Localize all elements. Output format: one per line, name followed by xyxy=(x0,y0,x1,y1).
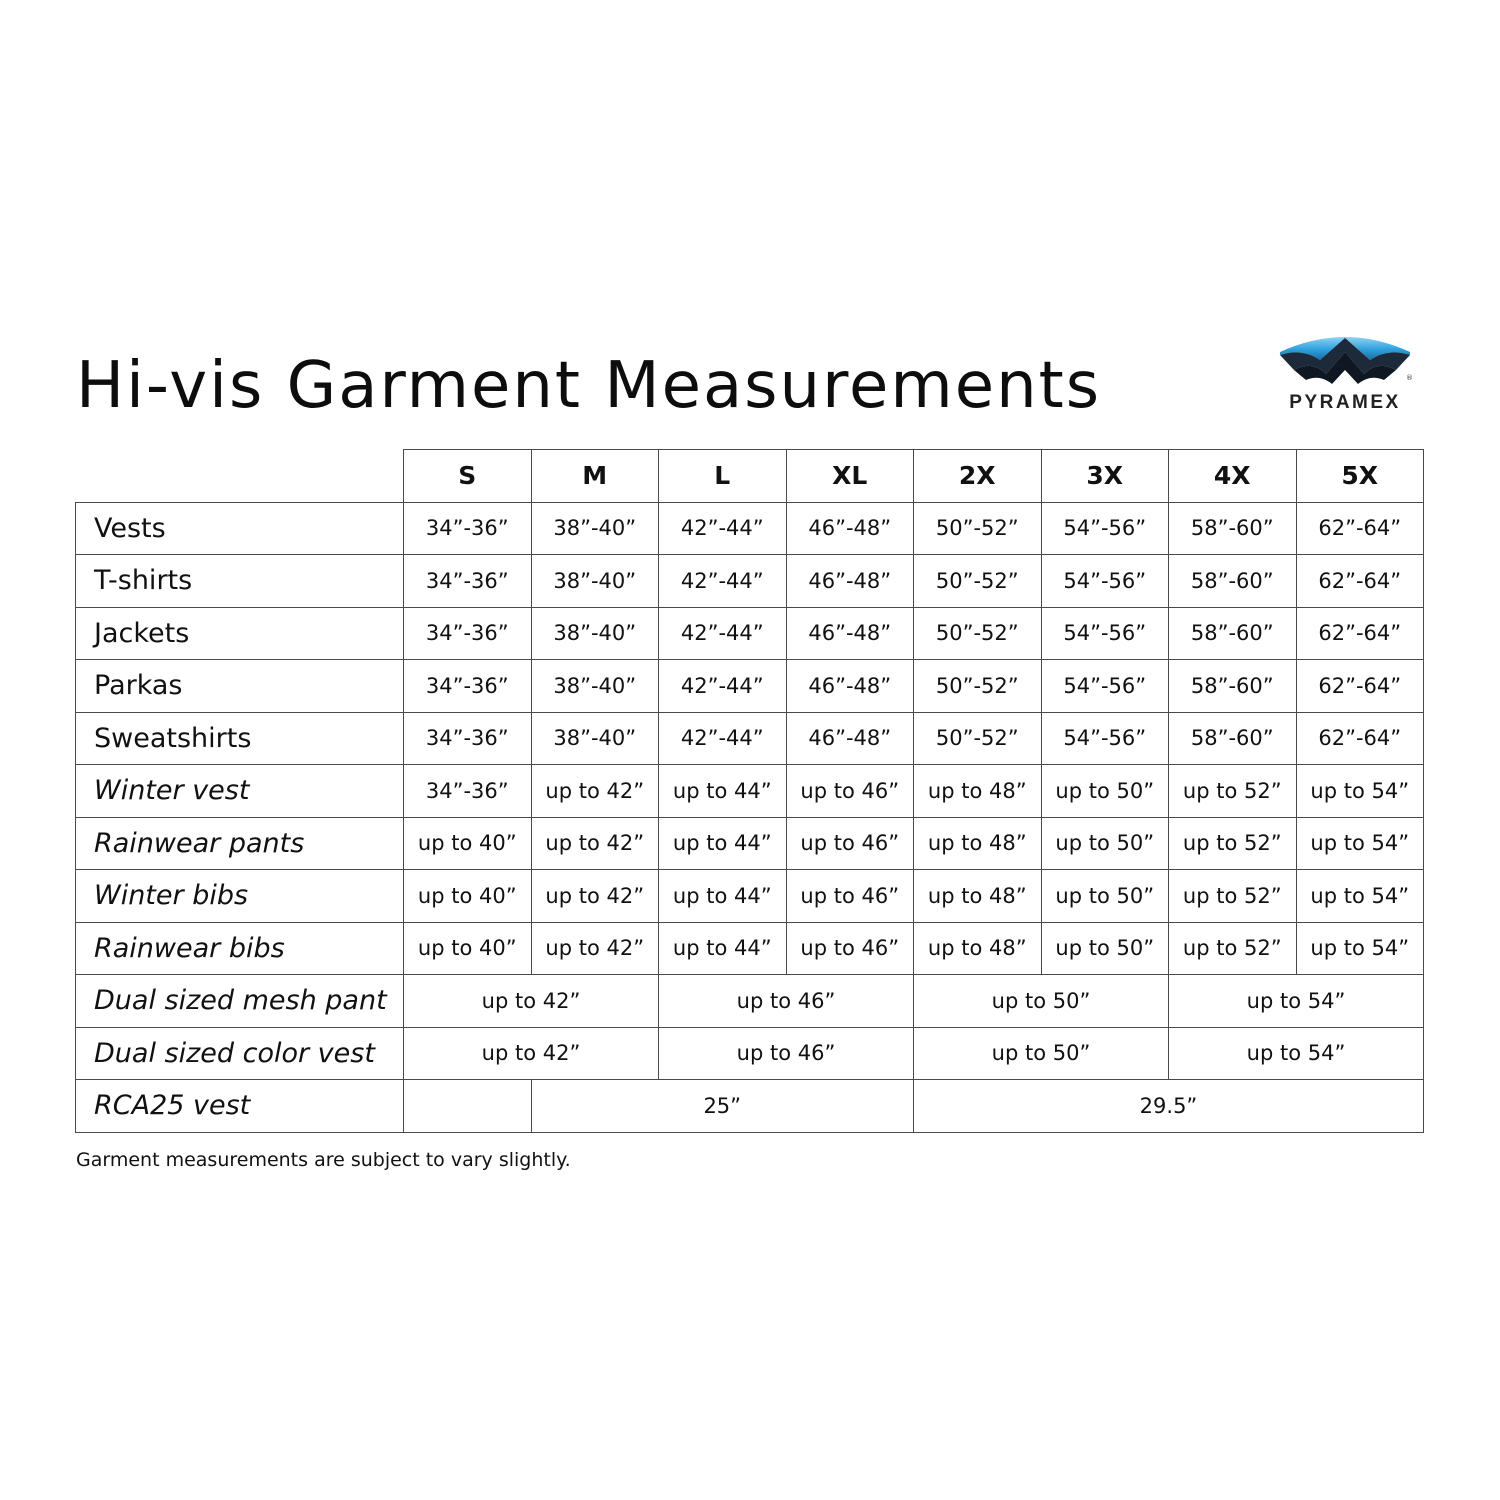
measurement-cell: up to 52” xyxy=(1169,922,1297,975)
measurement-cell: 42”-44” xyxy=(659,712,787,765)
measurement-cell: up to 50” xyxy=(914,975,1169,1028)
measurement-cell: 42”-44” xyxy=(659,502,787,555)
pyramex-logo-icon xyxy=(1278,330,1412,388)
measurement-cell: up to 42” xyxy=(531,765,659,818)
measurement-cell: up to 52” xyxy=(1169,870,1297,923)
measurement-cell: up to 42” xyxy=(404,975,659,1028)
measurement-cell: up to 50” xyxy=(1041,765,1169,818)
measurement-cell: up to 54” xyxy=(1296,817,1424,870)
row-label: T-shirts xyxy=(76,555,404,608)
measurement-cell: 46”-48” xyxy=(786,555,914,608)
measurement-cell xyxy=(404,1080,532,1133)
size-header: XL xyxy=(786,450,914,503)
measurement-cell: up to 46” xyxy=(786,765,914,818)
measurement-cell: 54”-56” xyxy=(1041,660,1169,713)
measurement-cell: up to 44” xyxy=(659,765,787,818)
measurement-cell: 62”-64” xyxy=(1296,502,1424,555)
measurement-cell: up to 54” xyxy=(1296,922,1424,975)
measurement-cell: 50”-52” xyxy=(914,555,1042,608)
measurement-cell: up to 54” xyxy=(1296,870,1424,923)
footnote: Garment measurements are subject to vary slightly. xyxy=(76,1149,571,1171)
measurement-cell: up to 46” xyxy=(786,817,914,870)
row-label: Dual sized mesh pant xyxy=(76,975,404,1028)
measurement-cell: 46”-48” xyxy=(786,502,914,555)
corner-cell xyxy=(76,450,404,503)
measurement-cell: 29.5” xyxy=(914,1080,1424,1133)
table-row xyxy=(76,870,1424,923)
measurement-cell: 46”-48” xyxy=(786,712,914,765)
measurement-cell: up to 54” xyxy=(1169,975,1424,1028)
measurement-cell: up to 46” xyxy=(786,922,914,975)
measurement-cell: up to 54” xyxy=(1296,765,1424,818)
measurement-cell: 46”-48” xyxy=(786,660,914,713)
size-header: L xyxy=(659,450,787,503)
measurement-cell: up to 48” xyxy=(914,817,1042,870)
row-label: Parkas xyxy=(76,660,404,713)
row-label: Sweatshirts xyxy=(76,712,404,765)
measurement-cell: 50”-52” xyxy=(914,502,1042,555)
measurement-cell: 54”-56” xyxy=(1041,607,1169,660)
registered-mark: ® xyxy=(1406,374,1413,382)
measurement-cell: 58”-60” xyxy=(1169,660,1297,713)
measurement-cell: 54”-56” xyxy=(1041,712,1169,765)
measurement-cell: 42”-44” xyxy=(659,555,787,608)
table-row xyxy=(76,660,1424,713)
row-label: Winter bibs xyxy=(76,870,404,923)
measurement-cell: up to 48” xyxy=(914,922,1042,975)
measurement-cell: 42”-44” xyxy=(659,607,787,660)
measurement-cell: up to 50” xyxy=(1041,922,1169,975)
measurement-cell: 62”-64” xyxy=(1296,712,1424,765)
measurement-cell: 34”-36” xyxy=(404,555,532,608)
table-row xyxy=(76,975,1424,1028)
table-row xyxy=(76,817,1424,870)
measurement-cell: 34”-36” xyxy=(404,765,532,818)
measurement-cell: up to 42” xyxy=(404,1027,659,1080)
table-row xyxy=(76,712,1424,765)
table-row xyxy=(76,607,1424,660)
measurement-cell: 50”-52” xyxy=(914,712,1042,765)
measurement-cell: up to 44” xyxy=(659,870,787,923)
measurement-cell: up to 50” xyxy=(914,1027,1169,1080)
measurement-cell: up to 52” xyxy=(1169,817,1297,870)
row-label: Rainwear bibs xyxy=(76,922,404,975)
measurement-cell: 34”-36” xyxy=(404,660,532,713)
measurements-table xyxy=(75,449,1424,1133)
measurement-cell: up to 42” xyxy=(531,870,659,923)
table-row xyxy=(76,1027,1424,1080)
measurement-cell: 34”-36” xyxy=(404,712,532,765)
measurement-cell: 62”-64” xyxy=(1296,660,1424,713)
measurement-cell: up to 52” xyxy=(1169,765,1297,818)
measurement-cell: 46”-48” xyxy=(786,607,914,660)
measurement-cell: up to 42” xyxy=(531,922,659,975)
size-header: 5X xyxy=(1296,450,1424,503)
measurement-cell: 54”-56” xyxy=(1041,555,1169,608)
size-header: 2X xyxy=(914,450,1042,503)
measurement-cell: up to 50” xyxy=(1041,817,1169,870)
size-header: M xyxy=(531,450,659,503)
measurement-cell: 38”-40” xyxy=(531,712,659,765)
table-row xyxy=(76,922,1424,975)
size-header: 4X xyxy=(1169,450,1297,503)
measurement-cell: up to 54” xyxy=(1169,1027,1424,1080)
measurement-cell: 62”-64” xyxy=(1296,555,1424,608)
measurement-cell: 50”-52” xyxy=(914,607,1042,660)
measurement-cell: 50”-52” xyxy=(914,660,1042,713)
size-header: 3X xyxy=(1041,450,1169,503)
measurement-cell: 34”-36” xyxy=(404,607,532,660)
measurement-cell: up to 42” xyxy=(531,817,659,870)
measurement-cell: 38”-40” xyxy=(531,555,659,608)
measurement-cell: up to 46” xyxy=(659,975,914,1028)
measurement-cell: 42”-44” xyxy=(659,660,787,713)
measurement-cell: 25” xyxy=(531,1080,914,1133)
measurement-cell: up to 46” xyxy=(659,1027,914,1080)
measurement-cell: up to 50” xyxy=(1041,870,1169,923)
measurement-cell: 54”-56” xyxy=(1041,502,1169,555)
measurement-cell: up to 40” xyxy=(404,922,532,975)
measurement-cell: up to 48” xyxy=(914,765,1042,818)
measurement-cell: 62”-64” xyxy=(1296,607,1424,660)
measurement-cell: 58”-60” xyxy=(1169,607,1297,660)
measurement-cell: up to 48” xyxy=(914,870,1042,923)
measurement-cell: 38”-40” xyxy=(531,660,659,713)
measurement-cell: 58”-60” xyxy=(1169,555,1297,608)
table-row xyxy=(76,1080,1424,1133)
measurement-cell: up to 40” xyxy=(404,870,532,923)
measurement-cell: up to 44” xyxy=(659,922,787,975)
measurement-cell: up to 46” xyxy=(786,870,914,923)
measurement-cell: 38”-40” xyxy=(531,607,659,660)
row-label: Vests xyxy=(76,502,404,555)
row-label: Jackets xyxy=(76,607,404,660)
row-label: Rainwear pants xyxy=(76,817,404,870)
row-label: Winter vest xyxy=(76,765,404,818)
table-row xyxy=(76,555,1424,608)
measurement-cell: up to 44” xyxy=(659,817,787,870)
row-label: Dual sized color vest xyxy=(76,1027,404,1080)
measurement-cell: 58”-60” xyxy=(1169,502,1297,555)
table-row xyxy=(76,765,1424,818)
measurement-cell: 34”-36” xyxy=(404,502,532,555)
table-row xyxy=(76,502,1424,555)
page-title: Hi-vis Garment Measurements xyxy=(76,349,1102,423)
row-label: RCA25 vest xyxy=(76,1080,404,1133)
size-header: S xyxy=(404,450,532,503)
header-row xyxy=(76,450,1424,503)
measurement-cell: 58”-60” xyxy=(1169,712,1297,765)
measurement-cell: up to 40” xyxy=(404,817,532,870)
measurement-cell: 38”-40” xyxy=(531,502,659,555)
logo-wordmark: PYRAMEX xyxy=(1289,392,1401,413)
pyramex-logo xyxy=(1264,330,1426,414)
